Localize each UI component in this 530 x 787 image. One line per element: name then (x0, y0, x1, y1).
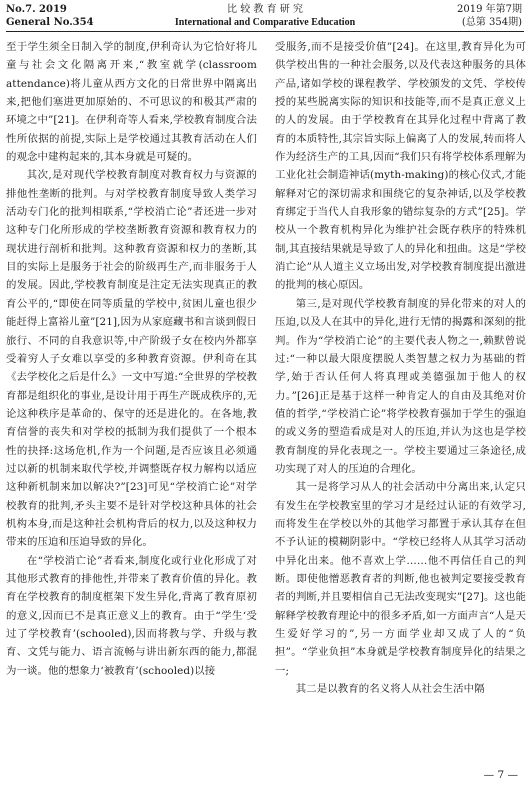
issue-total: (总第 354期) (461, 17, 522, 28)
running-header (0, 0, 530, 34)
page-number: — 7 — (483, 769, 518, 781)
header-rule (6, 31, 524, 32)
paragraph: 第三,是对现代学校教育制度的异化带来的对人的压迫,以及人在其中的异化,进行无情的揭露和深刻的批判。作为“学校消亡论”的主要代表人物之一,赖默曾说过:“一种以最大限度摆脱人类智慧之权力为基础的哲学,始于否认任何人将真理或美德强加于他人的权力。”[26]正是基于这样一种肯定人的自由及其绝对价值的哲学,“学校消亡论”将学校教育强加于学生的强迫的或义务的塑造看成是对人的压迫,并认为这也是学校教育制度的异化表现之一。学校主要通过三条途径,成功实现了对人的压迫的合理化。 (275, 297, 526, 475)
journal-title-en: International and Comparative Education (174, 17, 356, 28)
paragraph: 其次,是对现代学校教育制度对教育权力与资源的排他性垄断的批判。与对学校教育制度导致人类学习活动专门化的批判相联系,“学校消亡论”者还进一步对这种专门化所形成的学校垄断教育资源和教育权力的现状进行剖析和批判。这种教育资源和权力的垄断,其目的实际上是服务于社会的阶级再生产,而非服务于人的发展。因此,学校教育制度是注定无法实现真正的教育公平的,“即使在同等质量的学校中,贫困儿童也很少能赶得上富裕儿童”[21],因为从家庭藏书和言谈到假日旅行、不同的自我意识等,中产阶级子女在校内外都享受着穷人子女难以享受的多种教育资源。伊利奇在其《去学校化之后是什么》一文中写道:“全世界的学校教育都是组织化的事业,是设计用于再生产既成秩序的,无论这种秩序是革命的、保守的还是进化的。在各地,教育信誉的丧失和对学校的抵制为我们提供了一个根本性的抉择:这场危机,作为一个问题,是否应该且必须通过以新的机制来取代学校,并调整既存权力解构以适应这种新机制来加以解决?”[23]可见“学校消亡论”对学校教育的批判,矛头主要不是针对学校这种具体的社会机构本身,而是这种社会机构背后的权力,以及这种权力带来的压迫和压迫导致的异化。 (6, 169, 257, 549)
paragraph: 其一是将学习从人的社会活动中分离出来,认定只有发生在学校教室里的学习才是经过认证的有效学习,而将发生在学校以外的其他学习都置于承认其存在但不予认证的模糊阴影中。“学校已经将人从其学习活动中异化出来。他不喜欢上学……他不再信任自己的判断。即使他憎恶教育者的判断,他也被判定要接受教育者的判断,并且要相信自己无法改变现实”[27]。这也能解释学校教育理论中的很多矛盾,如一方面声言“人是天生爱好学习的”,另一方面学业却又成了人的“负担”。“学业负担”本身就是学校教育制度异化的结果之一; (275, 481, 526, 677)
right-column (275, 38, 526, 698)
header-center (0, 3, 530, 29)
journal-title-cn: 比 较 教 育 研 究 (227, 4, 303, 15)
issue-year: 2019 年第7期 (457, 4, 522, 15)
general-number: General No.354 (6, 17, 94, 28)
paragraph: 受服务,而不是接受价值”[24]。在这里,教育异化为可供学校出售的一种社会服务,以及代表这种服务的具体产品,诸如学校的课程教学、学校颁发的文凭、学校传授的某些脱离实际的知识和技能等,而不是真正意义上的人的发展。由于学校教育在其异化过程中背离了教育的本质特性,其宗旨实际上偏离了人的发展,转而将人作为经济生产的工具,因而“我们只有将学校体系理解为工业化社会制造神话(myth-making)的核心仪式,才能解释对它的深切需求和围绕它的复杂神话,以及学校教育绑定于当代人自我形象的错综复杂的方式”[25]。学校从一个教育机构异化为维护社会既存秩序的特殊机制,其直接结果就是导致了人的异化和扭曲。这是“学校消亡论”从人道主义立场出发,对学校教育制度提出激进的批判的核心原因。 (275, 41, 526, 292)
left-column (6, 38, 257, 680)
paragraph: 其二是以教育的名义将人从社会生活中隔 (295, 683, 485, 696)
header-right (457, 3, 522, 29)
paragraph: 在“学校消亡论”者看来,制度化或行业化形成了对其他形式教育的排他性,并带来了教育价值的异化。教育在学校教育的制度框架下发生异化,背离了教育原初的意义,因而已不是真正意义上的教育。由于“学生‘受过了学校教育’(schooled),因而将教与学、升级与教育、文凭与能力、语言流畅与讲出新东西的能力,都混为一谈。他的想象力‘被教育’(schooled)以接 (6, 554, 257, 677)
paragraph: 至于学生须全日制入学的制度,伊利奇认为它恰好将儿童与社会文化隔离开来,“教室就学(classroom attendance)将儿童从西方文化的日常世界中隔离出来,把他们塞进更加原始的、不可思议的和极其严肃的环境之中”[21]。在伊利奇等人看来,学校教育制度合法性所依据的前提,实际上是学校通过其教育活动在人们的观念中建构起来的,其本身就是可疑的。 (6, 41, 257, 164)
issue-number: No.7. 2019 (6, 4, 67, 15)
